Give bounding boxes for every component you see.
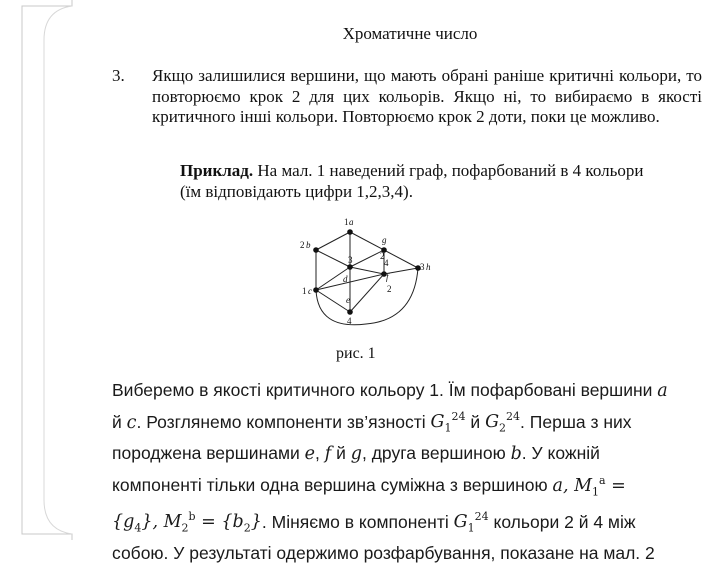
label-h: h	[426, 262, 431, 272]
label-b: b	[306, 240, 311, 250]
step-text: Якщо залишилися вершини, що мають обрані раніше критичні кольори, то повторюємо крок 2 для цих кольорів. Якщо ні, то вибираємо в якості критичного інші кольори. Повторюємо крок 2 доти, поки це можливо.	[152, 66, 702, 126]
body-text	[112, 378, 702, 567]
label-b-num: 2	[300, 240, 305, 250]
label-e: e	[346, 295, 350, 305]
step-number: 3.	[112, 66, 125, 85]
figure-caption: рис. 1	[336, 345, 376, 362]
step-3	[112, 66, 702, 128]
example-text: На мал. 1 наведений граф, пофарбований в 4 кольори (їм відповідають цифри 1,2,3,4).	[180, 161, 644, 201]
example-paragraph	[112, 160, 660, 202]
body-line-3: породжена вершинами e, f й g, друга вершиною b. У кожній	[112, 443, 600, 465]
label-d-num: 3	[348, 255, 353, 265]
body-line-1: Виберемо в якості критичного кольору 1. Їм пофарбовані вершини a	[112, 380, 668, 401]
label-a-num: 1	[344, 217, 349, 227]
label-a: a	[349, 217, 354, 227]
label-g-num: 2	[380, 251, 385, 261]
body-line-4: компоненті тільки одна вершина суміжна з вершиною a, $M_1^a$ =	[112, 473, 626, 499]
page-border-decoration	[14, 0, 74, 540]
label-c: c	[308, 286, 312, 296]
body-line-2: й c. Розглянемо компоненти зв’язності $G_1^{24}$ й $G_2^{24}$. Перша з них	[112, 410, 632, 435]
label-h-num: 3	[420, 262, 425, 272]
label-d: d	[343, 274, 348, 284]
vertex-e	[347, 309, 353, 315]
vertex-d	[347, 264, 353, 270]
body-line-5: $\{g_4\}$, $M_2^b = \{b_2\}$. Міняємо в компоненті $G_1^{24}$ кольори 2 й 4 між	[112, 510, 636, 535]
label-c-num: 1	[302, 286, 307, 296]
graph-figure	[296, 212, 446, 332]
label-bottom-num: 4	[347, 316, 352, 326]
label-g: g	[382, 235, 387, 245]
label-f: f	[386, 272, 389, 282]
vertex-a	[347, 229, 353, 235]
vertex-c	[313, 287, 319, 293]
vertex-b	[313, 247, 319, 253]
example-label: Приклад.	[180, 161, 254, 180]
body-line-6: собою. У результаті одержимо розфарбування, показане на мал. 2	[112, 543, 655, 564]
slide-title: Хроматичне число	[342, 24, 478, 43]
label-f-num: 4	[384, 258, 389, 268]
label-f-num2: 2	[387, 284, 392, 294]
